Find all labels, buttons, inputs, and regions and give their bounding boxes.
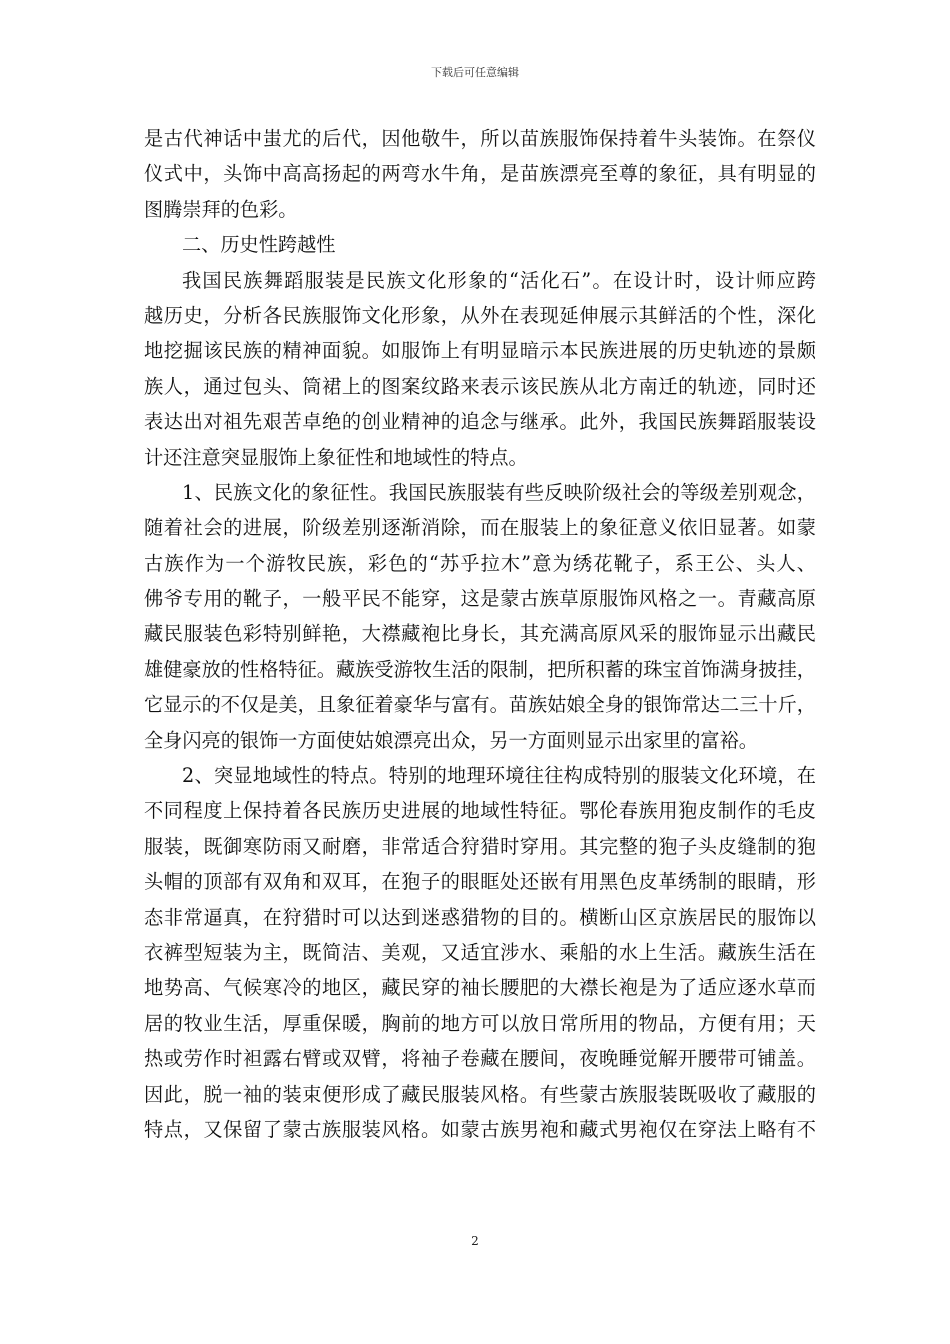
text-line: 因此，脱一袖的装束便形成了藏民服装风格。有些蒙古族服装既吸收了藏服的 (144, 1082, 816, 1106)
paragraph-end-line: 计还注意突显服饰上象征性和地域性的特点。 (144, 445, 528, 469)
paragraph-end-line: 全身闪亮的银饰一方面使姑娘漂亮出众，另一方面则显示出家里的富裕。 (144, 728, 758, 752)
text-line: 态非常逼真，在狩猎时可以达到迷惑猎物的目的。横断山区京族居民的服饰以 (144, 905, 816, 929)
text-line: 族人，通过包头、筒裙上的图案纹路来表示该民族从北方南迁的轨迹，同时还 (144, 374, 816, 398)
paragraph-end-line: 图腾崇拜的色彩。 (144, 197, 298, 221)
text-line: 热或劳作时袒露右臂或双臂，将袖子卷藏在腰间，夜晚睡觉解开腰带可铺盖。 (144, 1047, 816, 1071)
page-header: 下载后可任意编辑 (431, 66, 519, 79)
paragraph-first-line: 2、突显地域性的特点。特别的地理环境往往构成特别的服装文化环境，在 (182, 764, 816, 788)
text-line: 佛爷专用的靴子，一般平民不能穿，这是蒙古族草原服饰风格之一。青藏高原 (144, 587, 816, 611)
text-line: 越历史，分析各民族服饰文化形象，从外在表现延伸展示其鲜活的个性，深化 (144, 303, 816, 327)
text-line: 随着社会的进展，阶级差别逐渐消除，而在服装上的象征意义依旧显著。如蒙 (144, 516, 816, 540)
text-line: 地势高、气候寒冷的地区，藏民穿的袖长腰肥的大襟长袍是为了适应逐水草而 (144, 976, 816, 1000)
text-line: 居的牧业生活，厚重保暖，胸前的地方可以放日常所用的物品，方便有用；天 (144, 1011, 816, 1035)
text-line: 特点，又保留了蒙古族服装风格。如蒙古族男袍和藏式男袍仅在穿法上略有不 (144, 1117, 816, 1141)
text-line: 不同程度上保持着各民族历史进展的地域性特征。鄂伦春族用狍皮制作的毛皮 (144, 799, 816, 823)
text-line: 衣裤型短装为主，既简洁、美观，又适宜涉水、乘船的水上生活。藏族生活在 (144, 940, 816, 964)
text-line: 服装，既御寒防雨又耐磨，非常适合狩猎时穿用。其完整的狍子头皮缝制的狍 (144, 834, 816, 858)
text-line: 是古代神话中蚩尤的后代，因他敬牛，所以苗族服饰保持着牛头装饰。在祭仪 (144, 127, 816, 150)
text-line: 雄健豪放的性格特征。藏族受游牧生活的限制，把所积蓄的珠宝首饰满身披挂， (144, 657, 816, 681)
text-line: 它显示的不仅是美，且象征着豪华与富有。苗族姑娘全身的银饰常达二三十斤， (144, 693, 816, 717)
text-line: 头帽的顶部有双角和双耳，在狍子的眼眶处还嵌有用黑色皮革绣制的眼睛，形 (144, 870, 816, 894)
text-line: 仪式中，头饰中高高扬起的两弯水牛角，是苗族漂亮至尊的象征，具有明显的 (144, 162, 816, 186)
text-line: 古族作为一个游牧民族，彩色的“苏乎拉木”意为绣花靴子，系王公、头人、 (144, 551, 816, 575)
text-line: 地挖掘该民族的精神面貌。如服饰上有明显暗示本民族进展的历史轨迹的景颇 (144, 339, 816, 363)
section-heading: 二、历史性跨越性 (182, 233, 336, 257)
text-line: 表达出对祖先艰苦卓绝的创业精神的追念与继承。此外，我国民族舞蹈服装设 (144, 410, 816, 434)
body-text (144, 121, 816, 1147)
paragraph-first-line: 我国民族舞蹈服装是民族文化形象的“活化石”。在设计时，设计师应跨 (182, 268, 816, 292)
paragraph-first-line: 1、民族文化的象征性。我国民族服装有些反映阶级社会的等级差别观念， (182, 480, 816, 504)
text-line: 藏民服装色彩特别鲜艳，大襟藏袍比身长，其充满高原风采的服饰显示出藏民 (144, 622, 816, 646)
page-number: 2 (471, 1234, 479, 1248)
